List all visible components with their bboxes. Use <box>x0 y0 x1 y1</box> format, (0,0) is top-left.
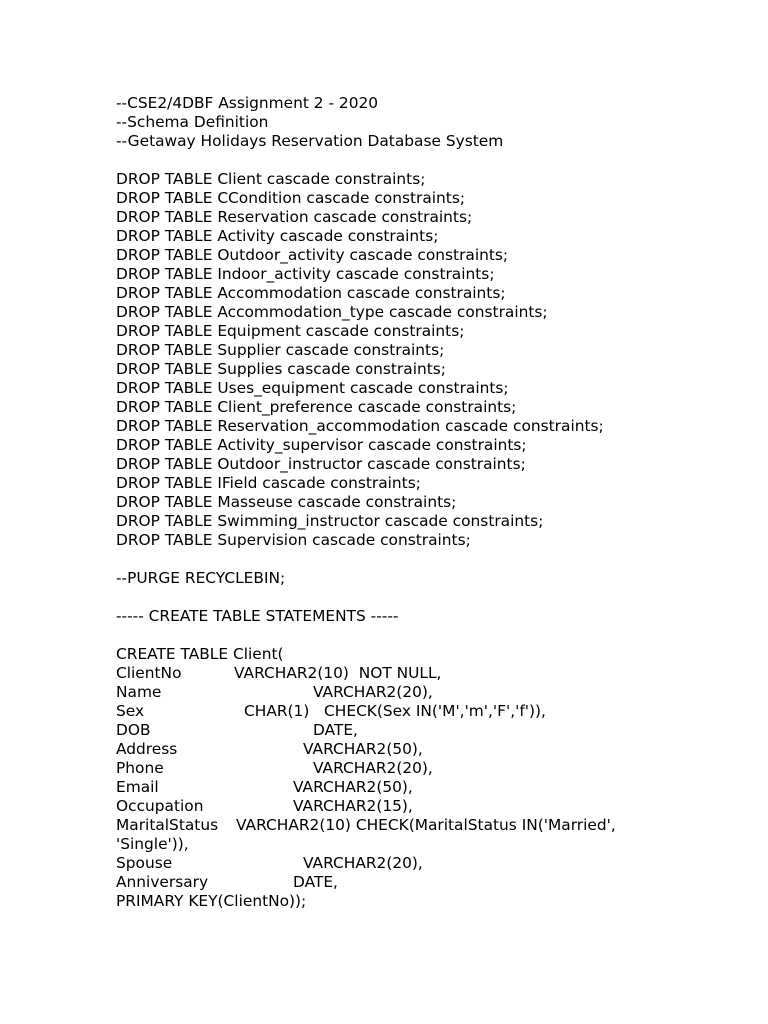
column-definition: VARCHAR2(50), <box>293 778 413 796</box>
column-name: Email <box>116 778 159 796</box>
column-definition: DATE, <box>313 721 358 739</box>
sql-script <box>116 94 756 911</box>
blank-line <box>116 626 756 645</box>
column-row <box>116 854 756 873</box>
column-row <box>116 797 756 816</box>
drop-statement-line: DROP TABLE Reservation_accommodation cascade constraints; <box>116 417 604 435</box>
drop-statement-line: DROP TABLE Uses_equipment cascade constraints; <box>116 379 509 397</box>
drop-statement-line: DROP TABLE Outdoor_activity cascade constraints; <box>116 246 509 264</box>
column-row <box>116 664 756 683</box>
header-comment-line: --CSE2/4DBF Assignment 2 - 2020 <box>116 94 379 112</box>
drop-statement-line: DROP TABLE Reservation cascade constraints; <box>116 208 473 226</box>
column-definition: DATE, <box>293 873 338 891</box>
column-name: Phone <box>116 759 164 777</box>
column-definition: VARCHAR2(20), <box>313 759 433 777</box>
drop-statement-line: DROP TABLE Swimming_instructor cascade constraints; <box>116 512 544 530</box>
drop-statement-line: DROP TABLE Outdoor_instructor cascade constraints; <box>116 455 526 473</box>
blank-line <box>116 588 756 607</box>
section-comment-line: ----- CREATE TABLE STATEMENTS ----- <box>116 607 399 625</box>
column-continuation-line: 'Single')), <box>116 835 189 853</box>
drop-statement-line: DROP TABLE Client_preference cascade constraints; <box>116 398 517 416</box>
drop-statement-line: DROP TABLE Supplies cascade constraints; <box>116 360 446 378</box>
create-table-header: CREATE TABLE Client( <box>116 645 284 663</box>
drop-statement-line: DROP TABLE Accommodation cascade constraints; <box>116 284 506 302</box>
column-name: Address <box>116 740 178 758</box>
blank-line <box>116 151 756 170</box>
drop-statement-line: DROP TABLE IField cascade constraints; <box>116 474 421 492</box>
column-definition: CHAR(1) CHECK(Sex IN('M','m','F','f')), <box>244 702 546 720</box>
drop-statement-line: DROP TABLE Equipment cascade constraints; <box>116 322 465 340</box>
drop-statement-line: DROP TABLE Activity_supervisor cascade constraints; <box>116 436 527 454</box>
column-row <box>116 873 756 892</box>
column-row <box>116 778 756 797</box>
column-name: Name <box>116 683 162 701</box>
column-name: Anniversary <box>116 873 209 891</box>
drop-statement-line: DROP TABLE Activity cascade constraints; <box>116 227 439 245</box>
drop-statement-line: DROP TABLE Client cascade constraints; <box>116 170 426 188</box>
column-name: Sex <box>116 702 145 720</box>
column-definition: VARCHAR2(20), <box>303 854 423 872</box>
drop-statement-line: DROP TABLE Masseuse cascade constraints; <box>116 493 457 511</box>
column-definition: VARCHAR2(20), <box>313 683 433 701</box>
drop-statement-line: DROP TABLE Accommodation_type cascade constraints; <box>116 303 548 321</box>
column-row <box>116 816 756 835</box>
column-row <box>116 740 756 759</box>
purge-comment-line: --PURGE RECYCLEBIN; <box>116 569 286 587</box>
drop-statement-line: DROP TABLE Indoor_activity cascade constraints; <box>116 265 495 283</box>
column-name: Occupation <box>116 797 204 815</box>
header-comment-line: --Getaway Holidays Reservation Database System <box>116 132 504 150</box>
column-row <box>116 759 756 778</box>
blank-line <box>116 550 756 569</box>
column-name: Spouse <box>116 854 173 872</box>
column-definition: VARCHAR2(50), <box>303 740 423 758</box>
column-row <box>116 702 756 721</box>
column-name: MaritalStatus <box>116 816 219 834</box>
column-row <box>116 683 756 702</box>
column-definition: VARCHAR2(10) CHECK(MaritalStatus IN('Married', <box>236 816 616 834</box>
column-definition: VARCHAR2(15), <box>293 797 413 815</box>
drop-statement-line: DROP TABLE Supplier cascade constraints; <box>116 341 445 359</box>
column-name: ClientNo <box>116 664 182 682</box>
drop-statement-line: DROP TABLE Supervision cascade constraints; <box>116 531 471 549</box>
column-row <box>116 721 756 740</box>
column-name: DOB <box>116 721 151 739</box>
create-table-footer: PRIMARY KEY(ClientNo)); <box>116 892 307 910</box>
drop-statement-line: DROP TABLE CCondition cascade constraints; <box>116 189 466 207</box>
column-definition: VARCHAR2(10) NOT NULL, <box>234 664 442 682</box>
header-comment-line: --Schema Definition <box>116 113 269 131</box>
